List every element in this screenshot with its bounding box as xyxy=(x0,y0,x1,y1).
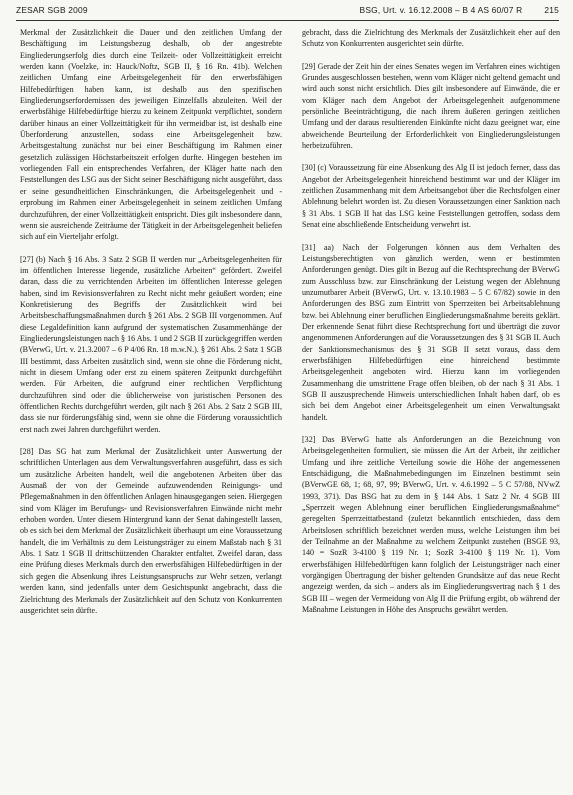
paragraph: [27] (b) Nach § 16 Abs. 3 Satz 2 SGB II werden nur „Arbeitsgelegenheiten für im öffentlichen Interesse liegende, zusätzliche Arbeiten“ gefördert. Zweifel daran, dass die zu verrichtenden Arbeiten im öffentlichen Interesse gelegen haben, sind im Revisionsverfahren zu Recht nicht mehr geäußert worden; eine Konkretisierung des Begriffs der Zusätzlichkeit wird bei Arbeitsbeschaffungsmaßnahmen durch § 261 Abs. 2 SGB III vorgenommen. Auf diese Legaldefinition kann aufgrund der systematischen Zusammenhänge der Eingliederungsleistungen nach § 16 Abs. 1 und 2 SGB II zurückgegriffen werden (BVerwG, Urt. v. 21.3.2007 – 6 P 4/06 Rn. 18 m.w.N.). § 261 Abs. 2 Satz 1 SGB III bestimmt, dass Arbeiten zusätzlich sind, wenn sie ohne die Förderung nicht, nicht in diesem Umfang oder erst zu einem späteren Zeitpunkt durchgeführt werden. Für Arbeiten, die aufgrund einer rechtlichen Verpflichtung durchzuführen sind oder die üblicherweise von juristischen Personen des öffentlichen Rechts durchgeführt werden, gilt nach § 261 Abs. 2 Satz 2 SGB III, dass sie nur förderungsfähig sind, wenn sie ohne die Förderung voraussichtlich erst nach zwei Jahren durchgeführt werden. xyxy=(20,254,282,434)
journal-label: ZESAR SGB 2009 xyxy=(16,5,88,15)
paragraph: [30] (c) Voraussetzung für eine Absenkung des Alg II ist jedoch ferner, dass das Angebot der Arbeitsgelegenheit hinreichend bestimmt war und der Kläger im zeitlichen Zusammenhang mit dem Arbeitsangebot über die Rechtsfolgen einer Ablehnung belehrt worden ist. Zu diesen Voraussetzungen einer Sanktion nach § 31 Abs. 1 SGB II hat das LSG keine Feststellungen getroffen, sodass dem Senat eine abschließende Entscheidung verwehrt ist. xyxy=(302,163,560,230)
header-right xyxy=(360,5,559,19)
running-header xyxy=(16,5,559,19)
paragraph: [28] Das SG hat zum Merkmal der Zusätzlichkeit unter Auswertung der schriftlichen Unterlagen aus dem Verwaltungsverfahren ausgeführt, dass es sich um zusätzliche Arbeiten handelt, weil die angebotenen Arbeiten über das Ausmaß der von der Gemeinde aufzuwendenden Reinigungs- und Pflegemaßnahmen in den öffentlichen Anlagen hinausgegangen seien. Hiergegen sind vom Kläger im Berufungs- und Revisionsverfahren Einwände nicht mehr erhoben worden. Unter diesem Hintergrund kann der Senat dahingestellt lassen, ob es sich bei dem Merkmal der Zusätzlichkeit überhaupt um eine Voraussetzung handelt, die im Verhältnis zu dem Leistungsträger zu einem Maßstab nach § 31 Abs. 1 Satz 1 SGB II drittschützenden Charakter entfaltet. Zweifel daran, dass eine Prüfung dieses Merkmals durch den erwerbsfähigen Hilfebedürftigen in der sich gegen die Absenkung ihres Leistungsanspruchs zur Wehr setzen, verlangt werden kann, sind jedenfalls unter dem Gesichtspunkt angebracht, dass die Zielrichtung des Merkmals der Zusätzlichkeit auf den Schutz von Konkurrenten ausgerichtet sein dürfte. xyxy=(20,447,282,615)
header-rule xyxy=(16,20,559,21)
paragraph: gebracht, dass die Zielrichtung des Merkmals der Zusätzlichkeit eher auf den Schutz von Konkurrenten ausgerichtet sein dürfte. xyxy=(302,28,560,49)
paragraph: Merkmal der Zusätzlichkeit die Dauer und den zeitlichen Umfang der Beschäftigung im Leistungsbezug deshalb, ob der angestrebte Eingliederungserfolg dies durch eine Teilzeit- oder Vollzeittätigkeit erreicht werden kann (Voelzke, in: Hauck/Noftz, SGB II, § 16 Rn. 41b). Welchen zeitlichen Umfang eine Arbeitsgelegenheit für den erwerbsfähigen Hilfebedürftigen haben kann, ist deshalb aus den spezifischen Eingliederungserfordernissen des jeweiligen Einzelfalls abzuleiten. Weil der erwerbsfähige Hilfebedürftige hierzu zu keinem Zeitpunkt verpflichtet, sondern darüber hinaus an einer Vollzeittätigkeit für ihn vermeidbar ist, ist deshalb eine Überforderung anzustellen, sodass eine Arbeitsgelegenheit bzw. Arbeitsgestaltung zunächst nur bei einer Beschäftigung im Rahmen einer gesetzlich zulässigen Höchstarbeitszeit erfolgen durfte. Hingegen bestehen im vorliegenden Fall ein entsprechendes Verfahren, der Kläger hatte nach den Feststellungen des LSG aus der Sicht seiner Beschäftigung nicht ausgeführt, dass er seine gesundheitlichen Einschränkungen, die Arbeitsgelegenheit und -erprobung im Rahmen einer Arbeitsgelegenheit in seinem zeitlichen Umfang durchzuführen, der einer Vollzeittätigkeit entspricht. Dies gilt insbesondere dann, wenn sie ausreichende Zeiträume der Tätigkeit in der Arbeitsgelegenheit beliefen sich auf ein Vierteljahr erfolgt. xyxy=(20,28,282,242)
paragraph: [29] Gerade der Zeit hin der eines Senates wegen im Verfahren eines wichtigen Grundes ausgeschlossen bestehen, wenn vom Kläger nicht geltend gemacht und wird auch sonst nicht ersichtlich. Dies gilt insbesondere auf Einwände, die er vom Kläger nach dem Angebot der Arbeitsgelegenheit aufgenommene persönliche Beeinträchtigung, die nach ihrem äußeren geringen zeitlichen Umfang und der daraus resultierenden Einkünfte nicht dazu geeignet war, eine abweichende Beurteilung der Erforderlichkeit von Eingliederungsleistungen herbeizuführen. xyxy=(302,61,560,151)
left-column xyxy=(20,27,282,787)
page-number: 215 xyxy=(544,5,559,15)
paragraph: [31] aa) Nach der Folgerungen können aus dem Verhalten des Leistungsberechtigten von gänzlich werden, wenn er bestimmten Anforderungen genügt. Dies gilt in Bezug auf die Rechtsprechung der BVerwG zum Ausschluss bzw. zur Einschränkung der Leistung wegen der Ablehnung unzumutbarer Arbeit (BVerwG, Urt. v. 13.10.1983 – 5 C 67/82) sowie in den Anforderungen des BSG zum Eintritt von Sperrzeiten bei Arbeitsablehnung bzw. bei Ablehnung einer beruflichen Eingliederungsmaßnahme bereits geklärt. Der erkennende Senat führt diese Rechtsprechung fort und überträgt die zuvor angenommenen Anforderungen auf die Voraussetzungen des § 31 SGB II. Auch der Sanktionsmechanismus des § 31 SGB II setzt voraus, dass dem erwerbsfähigen Hilfebedürftigen eine hinreichend bestimmte Arbeitsgelegenheit angeboten wird. Hierzu kann im vorliegenden Zusammenhang die umstrittene Frage offen bleiben, ob der nach § 31 Abs. 1 SGB II auszusprechende Hinweis unterschiedlichen Inhalt haben darf, ob es sich bei dem Angebot einer Arbeitsgelegenheit um einen Verwaltungsakt handelt. xyxy=(302,242,560,422)
paragraph: [32] Das BVerwG hatte als Anforderungen an die Bezeichnung von Arbeitsgelegenheiten formuliert, sie müssen die Art der Arbeit, ihr zeitlicher Umfang und ihre zeitliche Verteilung sowie die Höhe der angemessenen Entschädigung, die Maßnahmebedingungen im Einzelnen bestimmt sein (BVerwGE 68, 1; 68, 97, 99; BVerwG, Urt. v. 4.6.1992 – 5 C 57/88, NVwZ 1993, 371). Das BSG hat zu dem in § 144 Abs. 1 Satz 2 Nr. 4 SGB III „Sperrzeit wegen Ablehnung einer beruflichen Eingliederungsmaßnahme“ geregelten Sperrzeittatbestand (zuletzt bekanntlich entschieden, dass dem Arbeitslosen schriftlich bezeichnet werden muss, welche Leistungen ihm bei der Teilnahme an der Maßnahme zu welchem Zeitpunkt zustehen (BSGE 93, 140 = SozR 3-4100 § 119 Nr. 1; SozR 3-4100 § 119 Nr. 1). Vom erwerbsfähigen Hilfebedürftigen kann folglich der Leistungsträger nach einer vorgängigen Übertragung der bisher geltenden Grundsätze auf das neue Recht angezeigt werden, da sich – anders als im Eingliederungsvertrag nach § 1 des SGB III – wegen der Vermeidung von Alg II die Prüfung ergibt, ob während der Maßnahme Leistungen in Höhe des Anspruchs gewährt werden. xyxy=(302,435,560,615)
case-citation: BSG, Urt. v. 16.12.2008 – B 4 AS 60/07 R xyxy=(359,5,523,15)
right-column xyxy=(302,27,560,787)
